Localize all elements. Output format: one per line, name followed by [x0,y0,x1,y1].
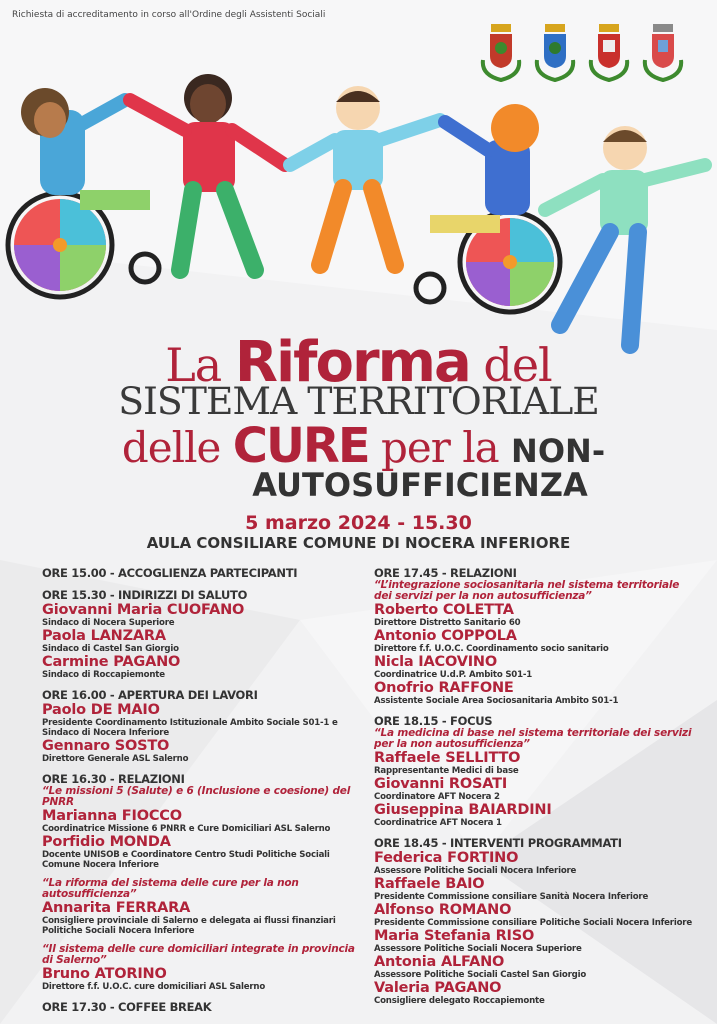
speaker-role: Presidente Commissione consiliare Politiche Sociali Nocera Inferiore [374,918,692,928]
session-heading: ORE 17.45 - RELAZIONI [374,566,517,580]
speaker-role: Presidente Coordinamento Istituzionale Ambito Sociale S01-1 e Sindaco di Nocera Inferiore [42,718,338,738]
talk-title: “Le missioni 5 (Salute) e 6 (Inclusione e coesione) del PNRR [42,785,351,808]
speaker-name: Bruno ATORINO [42,966,167,982]
speaker-role: Direttore Distretto Sanitario 60 [374,618,521,628]
speaker-name: Carmine PAGANO [42,654,181,670]
title-word: per la [381,423,499,472]
speaker-role: Coordinatore AFT Nocera 2 [374,792,500,802]
event-date: 5 marzo 2024 - 15.30 [245,512,472,534]
speaker-name: Paola LANZARA [42,628,166,644]
speaker-name: Federica FORTINO [374,850,519,866]
speaker-role: Direttore f.f. U.O.C. cure domiciliari ASL Salerno [42,982,266,992]
speaker-name: Roberto COLETTA [374,602,514,618]
speaker-name: Paolo DE MAIO [42,702,160,718]
person-green-shirt [545,126,705,345]
title-word-non: NON- [511,432,606,470]
person-red-shirt [130,74,285,270]
speaker-role: Sindaco di Nocera Superiore [42,618,175,628]
title-word-riforma: Riforma [234,330,470,395]
speaker-role: Direttore Generale ASL Salerno [42,754,189,764]
speaker-role: Docente UNISOB e Coordinatore Centro Studi Politiche Sociali Comune Nocera Inferiore [42,850,330,870]
speaker-role: Coordinatrice AFT Nocera 1 [374,818,502,828]
program-section [374,566,694,706]
speaker-name: Antonia ALFANO [374,954,505,970]
program-section [42,1000,362,1014]
speaker-role: Sindaco di Roccapiemonte [42,670,165,680]
session-heading: ORE 18.15 - FOCUS [374,714,493,728]
title-word: del [483,338,552,392]
title-word: La [165,338,222,392]
speaker-role: Coordinatrice Missione 6 PNRR e Cure Domiciliari ASL Salerno [42,824,331,834]
talk-title: “La riforma del sistema delle cure per la non autosufficienza” [42,877,299,900]
session-heading: ORE 15.30 - INDIRIZZI DI SALUTO [42,588,248,602]
session-heading: ORE 16.30 - RELAZIONI [42,772,185,786]
talk-title: “L’integrazione sociosanitaria nel sistema territoriale dei servizi per la non autosufficienza” [374,579,680,602]
speaker-name: Porfidio MONDA [42,834,171,850]
speaker-name: Giovanni ROSATI [374,776,508,792]
program-left-column [42,566,362,1022]
accreditation-note: Richiesta di accreditamento in corso all'Ordine degli Assistenti Sociali [12,10,326,20]
program-section [42,772,362,992]
speaker-name: Giovanni Maria CUOFANO [42,602,245,618]
speaker-role: Sindaco di Castel San Giorgio [42,644,179,654]
speaker-name: Maria Stefania RISO [374,928,535,944]
program-section [374,836,694,1006]
speaker-role: Direttore f.f. U.O.C. Coordinamento socio sanitario [374,644,609,654]
speaker-role: Consigliere delegato Roccapiemonte [374,996,545,1006]
speaker-role: Presidente Commissione consiliare Sanità Nocera Inferiore [374,892,649,902]
speaker-role: Consigliere provinciale di Salerno e delegata ai flussi finanziari Politiche Sociali Nocera Inferiore [42,916,336,936]
program-section [374,714,694,828]
speaker-name: Nicla IACOVINO [374,654,497,670]
program-section [42,588,362,680]
speaker-role: Coordinatrice U.d.P. Ambito S01-1 [374,670,533,680]
session-heading: ORE 17.30 - COFFEE BREAK [42,1000,212,1014]
program-section [42,688,362,764]
speaker-name: Alfonso ROMANO [374,902,512,918]
title-line-4: AUTOSUFFICIENZA [252,466,588,504]
speaker-role: Assessore Politiche Sociali Castel San Giorgio [374,970,587,980]
speaker-name: Antonio COPPOLA [374,628,517,644]
person-blue-shirt [290,86,440,265]
title-word-cure: CURE [232,418,369,474]
speaker-name: Giuseppina BAIARDINI [374,802,552,818]
wheelchair-user-left [8,88,159,297]
title-word: delle [121,423,221,472]
event-venue: AULA CONSILIARE COMUNE DI NOCERA INFERIORE [146,534,571,552]
speaker-role: Assessore Politiche Sociali Nocera Inferiore [374,866,577,876]
session-heading: ORE 18.45 - INTERVENTI PROGRAMMATI [374,836,622,850]
people-holding-hands-illustration [0,70,717,360]
speaker-role: Assistente Sociale Area Sociosanitaria Ambito S01-1 [374,696,619,706]
speaker-role: Rappresentante Medici di base [374,766,519,776]
title-line-2: SISTEMA TERRITORIALE [118,380,599,423]
program-right-column [374,566,694,1014]
session-heading: ORE 16.00 - APERTURA DEI LAVORI [42,688,258,702]
talk-title: “Il sistema delle cure domiciliari integrate in provincia di Salerno” [42,943,355,966]
speaker-name: Annarita FERRARA [42,900,191,916]
speaker-role: Assessore Politiche Sociali Nocera Superiore [374,944,582,954]
program-section [42,566,362,580]
speaker-name: Raffaele BAIO [374,876,485,892]
speaker-name: Onofrio RAFFONE [374,680,514,696]
speaker-name: Raffaele SELLITTO [374,750,521,766]
talk-title: “La medicina di base nel sistema territoriale dei servizi per la non autosufficienza” [374,727,692,750]
session-heading: ORE 15.00 - ACCOGLIENZA PARTECIPANTI [42,566,298,580]
speaker-name: Marianna FIOCCO [42,808,182,824]
speaker-name: Gennaro SOSTO [42,738,170,754]
speaker-name: Valeria PAGANO [374,980,502,996]
